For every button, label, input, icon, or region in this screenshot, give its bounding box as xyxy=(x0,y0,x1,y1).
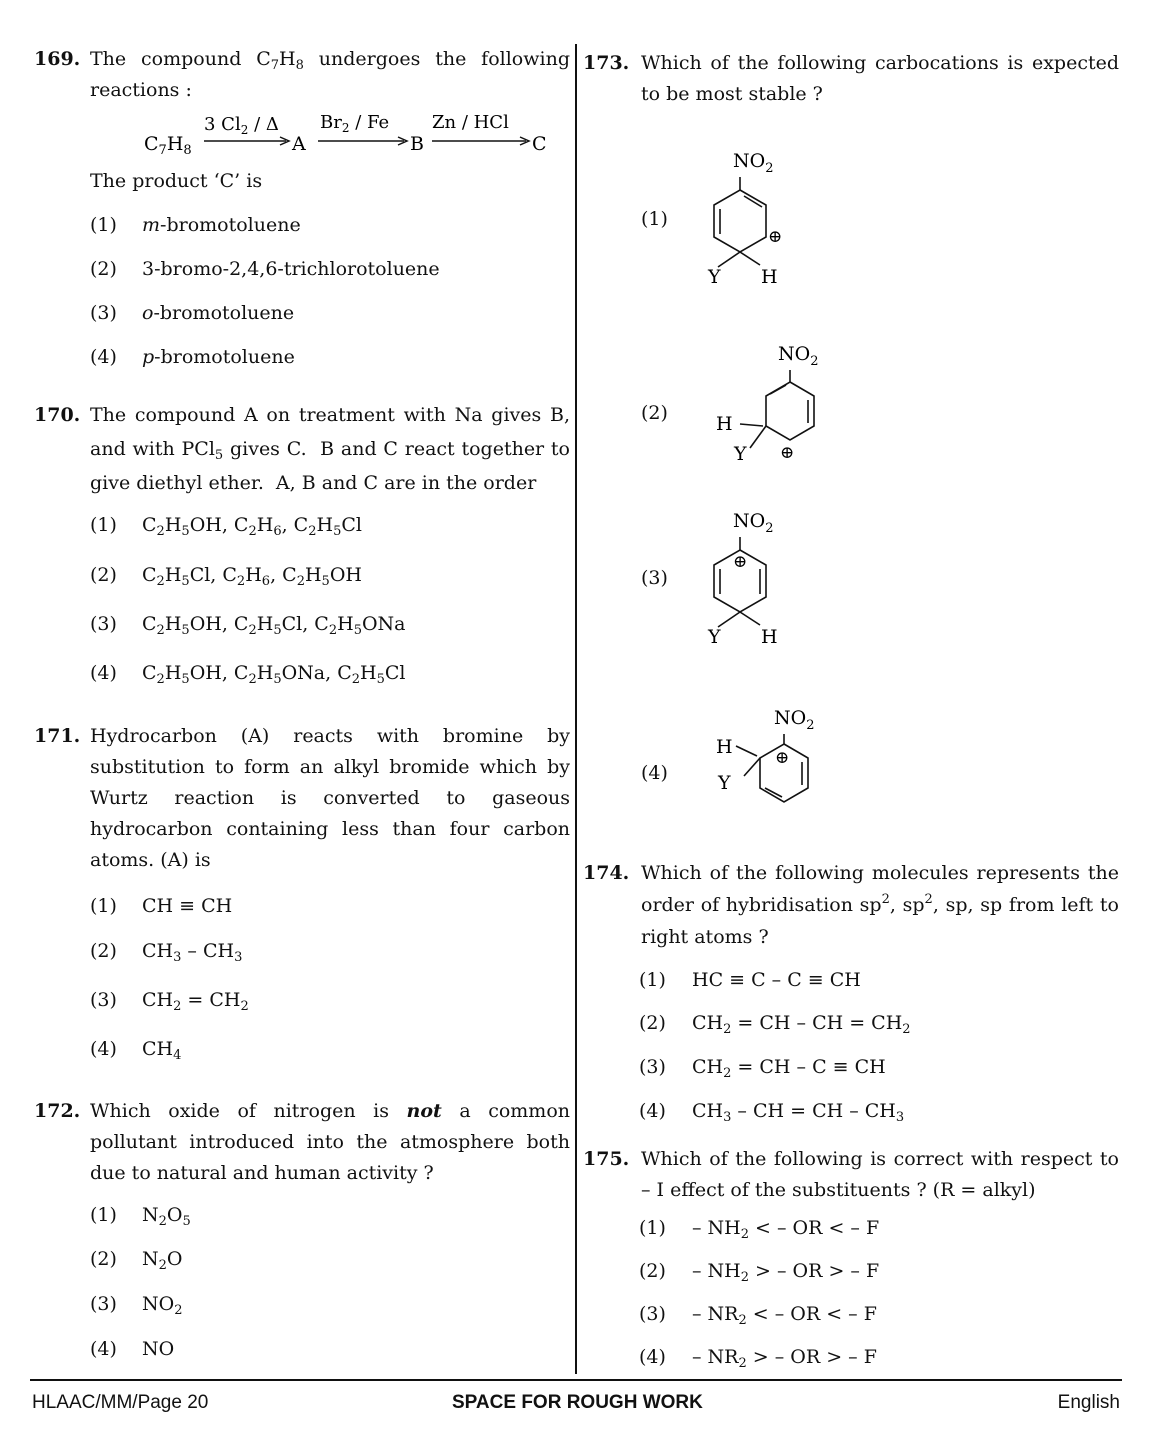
question-number: 174. xyxy=(583,862,630,884)
option-text: $CH_2$ = CH – C ≡ CH xyxy=(692,1056,886,1081)
option-number: (2) xyxy=(90,258,117,280)
option-text: $C_2H_5Cl$, $C_2H_6$, $C_2H_5OH$ xyxy=(142,564,362,589)
option-number: (2) xyxy=(639,1260,666,1282)
option-number: (3) xyxy=(641,567,668,589)
question-text: Which of the following carbocations is expected to be most stable ? xyxy=(641,52,1119,105)
structure-4 xyxy=(700,700,860,820)
option-text: $CH_4$ xyxy=(142,1038,182,1063)
option-number: (4) xyxy=(639,1100,666,1122)
option-number: (4) xyxy=(90,1338,117,1360)
question-number: 171. xyxy=(34,725,81,747)
question-text xyxy=(90,1096,570,1189)
option-number: (4) xyxy=(90,1038,117,1060)
footer-rough-work: SPACE FOR ROUGH WORK xyxy=(452,1392,703,1413)
option-number: (3) xyxy=(90,989,117,1011)
charge-symbol: ⊕ xyxy=(775,748,790,768)
option-number: (3) xyxy=(90,613,117,635)
question-prompt: The product ‘C’ is xyxy=(90,170,263,192)
footer-language: English xyxy=(1057,1392,1120,1413)
charge-symbol: ⊕ xyxy=(768,227,783,247)
option-number: (4) xyxy=(639,1346,666,1368)
structure-1 xyxy=(690,145,830,295)
option-text: CH ≡ CH xyxy=(142,895,233,917)
option-text: $CH_3 - CH_3$ xyxy=(142,940,243,965)
option-text: $CH_2 = CH_2$ xyxy=(142,989,249,1014)
option-text: $N_2O$ xyxy=(142,1248,183,1273)
question-text: Hydrocarbon (A) reacts with bromine by substitution to form an alkyl bromide which by Wurtz reaction is converted to gaseous hydrocarbon containing less than four carbon atoms. (A) is xyxy=(90,725,570,871)
option-text: $CH_2$ = CH – CH = $CH_2$ xyxy=(692,1012,911,1037)
option-number: (4) xyxy=(641,762,668,784)
h-atom-label: H xyxy=(761,626,778,648)
question-text: Which of the following is correct with respect to – I effect of the substituents ? (R = alkyl) xyxy=(641,1148,1119,1201)
option-number: (4) xyxy=(90,346,117,368)
structure-2 xyxy=(700,338,860,478)
option-text: $CH_3$ – CH = CH – $CH_3$ xyxy=(692,1100,905,1125)
h-atom-label: H xyxy=(761,266,778,288)
option-number: (1) xyxy=(639,969,666,991)
option-number: (3) xyxy=(639,1056,666,1078)
scheme-reactant: $C_7H_8$ xyxy=(144,133,192,158)
charge-symbol: ⊕ xyxy=(780,443,795,463)
structure-3 xyxy=(690,505,830,655)
option-number: (3) xyxy=(90,1293,117,1315)
option-text: $C_2H_5OH$, $C_2H_6$, $C_2H_5Cl$ xyxy=(142,514,362,539)
option-number: (1) xyxy=(90,214,117,236)
option-text: m-bromotoluene xyxy=(142,214,301,236)
question-text: The compound A on treatment with Na gives B, and with PCl$_5$ gives C. B and C react together to give diethyl ether. A, B and C are in the order xyxy=(90,404,570,494)
option-number: (2) xyxy=(639,1012,666,1034)
question-emphasis: not xyxy=(406,1100,442,1122)
option-number: (3) xyxy=(639,1303,666,1325)
option-number: (1) xyxy=(90,895,117,917)
option-number: (2) xyxy=(90,1248,117,1270)
column-divider xyxy=(575,44,577,1374)
option-number: (1) xyxy=(90,514,117,536)
option-number: (2) xyxy=(90,940,117,962)
question-text: The compound $C_7H_8$ undergoes the following reactions : xyxy=(90,48,570,101)
option-number: (2) xyxy=(641,402,668,424)
option-text: HC ≡ C – C ≡ CH xyxy=(692,969,861,991)
scheme-product: C xyxy=(532,133,547,155)
option-text: $NO_2$ xyxy=(142,1293,183,1318)
footer-rule xyxy=(30,1379,1122,1381)
nitro-group-label: $NO_2$ xyxy=(778,343,819,369)
h-atom-label: H xyxy=(716,413,733,435)
reaction-scheme xyxy=(134,110,554,162)
question-number: 173. xyxy=(583,52,630,74)
option-text: NO xyxy=(142,1338,175,1360)
question-number: 175. xyxy=(583,1148,630,1170)
question-number: 170. xyxy=(34,404,81,426)
option-text: p-bromotoluene xyxy=(142,346,295,368)
option-text: – $NH_2$ < – OR < – F xyxy=(692,1217,880,1242)
h-atom-label: H xyxy=(716,736,733,758)
option-number: (4) xyxy=(90,662,117,684)
charge-symbol: ⊕ xyxy=(733,552,748,572)
option-number: (1) xyxy=(639,1217,666,1239)
y-substituent-label: Y xyxy=(718,772,731,794)
scheme-intermediate-a: A xyxy=(292,133,306,155)
option-text: – $NR_2$ < – OR < – F xyxy=(692,1303,877,1328)
question-number: 172. xyxy=(34,1100,81,1122)
option-text: 3-bromo-2,4,6-trichlorotoluene xyxy=(142,258,440,280)
option-number: (2) xyxy=(90,564,117,586)
question-number: 169. xyxy=(34,48,81,70)
option-text: $C_2H_5OH$, $C_2H_5ONa$, $C_2H_5Cl$ xyxy=(142,662,406,687)
y-substituent-label: Y xyxy=(708,266,721,288)
option-text: o-bromotoluene xyxy=(142,302,295,324)
scheme-reagent-3: Zn / HCl xyxy=(432,112,509,133)
nitro-group-label: $NO_2$ xyxy=(774,707,815,733)
scheme-reagent-1: 3 $Cl_2$ / Δ xyxy=(204,114,279,137)
nitro-group-label: $NO_2$ xyxy=(733,150,774,176)
nitro-group-label: $NO_2$ xyxy=(733,510,774,536)
scheme-intermediate-b: B xyxy=(410,133,424,155)
footer-page-code: HLAAC/MM/Page 20 xyxy=(32,1392,209,1413)
scheme-reagent-2: $Br_2$ / Fe xyxy=(320,112,390,135)
option-number: (1) xyxy=(641,208,668,230)
y-substituent-label: Y xyxy=(708,626,721,648)
y-substituent-label: Y xyxy=(734,443,747,465)
option-text: $C_2H_5OH$, $C_2H_5Cl$, $C_2H_5ONa$ xyxy=(142,613,406,638)
option-text: $N_2O_5$ xyxy=(142,1204,191,1229)
option-number: (1) xyxy=(90,1204,117,1226)
option-text: – $NH_2$ > – OR > – F xyxy=(692,1260,880,1285)
question-text-a: Which oxide of nitrogen is xyxy=(90,1100,389,1122)
option-number: (3) xyxy=(90,302,117,324)
question-text-b: a common pollutant introduced into the atmosphere both due to natural and human activity ? xyxy=(90,1100,570,1184)
option-text: – $NR_2$ > – OR > – F xyxy=(692,1346,877,1371)
question-text: Which of the following molecules represents the order of hybridisation $sp^2$, $sp^2$, sp, sp from left to right atoms ? xyxy=(641,862,1119,948)
